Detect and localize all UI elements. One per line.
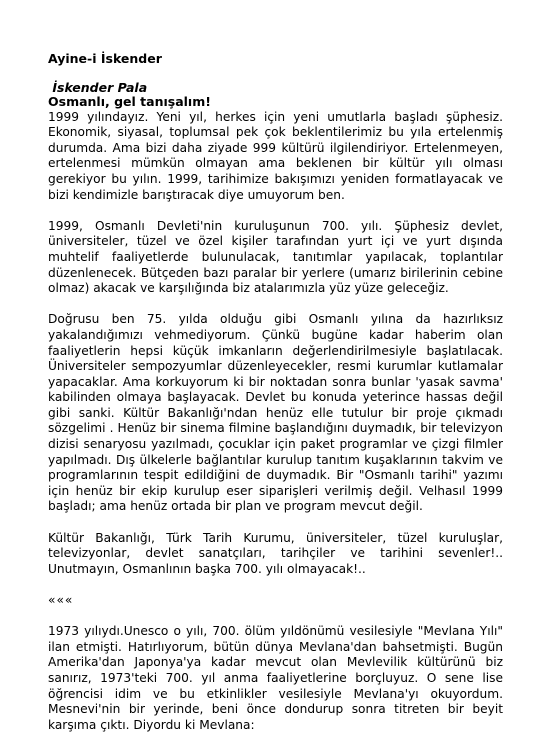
paragraph-3: Doğrusu ben 75. yılda olduğu gibi Osmanlı yılına da hazırlıksız yakalandığımızı vehmediyorum. Çünkü bugüne kadar haberim olan faaliyetlerin hepsi küçük imkanların değerlendirilmesiyle başlatılacak. Üniversiteler sempozyumlar düzenleyecekler, resmi kurumlar kutlamalar yapacaklar. Ama korkuyorum ki bir noktadan sonra bunlar 'yasak savma' kabilinden olmaya başlayacak. Devlet bu konuda yeterince hassas değil gibi sanki. Kültür Bakanlığı'ndan henüz elle tutulur bir proje çıkmadı sözgelimi . Henüz bir sinema filmine başlandığını duymadık, bir televizyon dizisi senaryosu yazılmadı, çocuklar için paket programlar ve çizgi filmler yapılmadı. Dış ülkelerle bağlantılar kurulup tanıtım kuşaklarının takvim ve programlarının tespit edildiğini de duymadık. Bir "Osmanlı tarihi" yazımı için henüz bir ekip kurulup eser siparişleri verilmiş değil. Velhasıl 1999 başladı; ama henüz ortada bir plan ve program mevcut değil. (48, 312, 503, 514)
paragraph-5: 1973 yılıydı.Unesco o yılı, 700. ölüm yıldönümü vesilesiyle "Mevlana Yılı" ilan etmişti. Hatırlıyorum, bütün dünya Mevlana'dan bahsetmişti. Bugün Amerika'dan Japonya'ya kadar mevcut olan Mevlevilik kültürünü biz sanırız, 1973'teki 700. yıl anma faaliyetlerine borçluyuz. O sene lise öğrencisi idim ve bu etkinlikler vesilesiyle Mevlana'yı okuyordum. Mesnevi'nin bir yerinde, beni önce dondurup sonra titreten bir beyit karşıma çıktı. Diyordu ki Mevlana: (48, 624, 503, 732)
paragraph-spacer (48, 203, 503, 219)
paragraph-spacer (48, 577, 503, 593)
paragraph-spacer (48, 609, 503, 625)
paragraph-spacer (48, 297, 503, 313)
document-title: Ayine-i İskender (48, 51, 162, 66)
paragraph-4: Kültür Bakanlığı, Türk Tarih Kurumu, üniversiteler, tüzel kuruluşlar, televizyonlar, devlet sanatçıları, tarihçiler ve tarihini sevenler!.. Unutmayın, Osmanlının başka 700. yılı olmayacak!.. (48, 530, 503, 576)
paragraph-2: 1999, Osmanlı Devleti'nin kuruluşunun 700. yılı. Şüphesiz devlet, üniversiteler, tüzel ve özel kişiler tarafından yurt içi ve yurt dışında muhtelif faaliyetlerde bulunulacak, tanıtımlar yapılacak, toplantılar düzenlenecek. Bütçeden bazı paralar bir yerlere (umarız birilerinin cebine olmaz) akacak ve karşılığında biz atalarımızla yüz yüze geleceğiz. (48, 218, 503, 296)
article-body (48, 94, 503, 733)
author-name: İskender Pala (48, 80, 148, 95)
article-subtitle: Osmanlı, gel tanışalım! (48, 94, 211, 109)
paragraph-1: 1999 yılındayız. Yeni yıl, herkes için yeni umutlarla başladı şüphesiz. Ekonomik, siyasal, toplumsal pek çok beklentilerimiz bu yıla ertelenmiş durumda. Ama bizi daha ziyade 999 kültürü ilgilendiriyor. Ertelenmeyen, ertelenmesi mümkün olmayan ama beklenen bir kültür yılı olması gerekiyor bu yılın. 1999, tarihimize bakışımızı yeniden formatlayacak ve bizi kendimizle barıştıracak diye umuyorum ben. (48, 109, 503, 202)
paragraph-spacer (48, 515, 503, 531)
section-separator: ««« (48, 593, 74, 607)
